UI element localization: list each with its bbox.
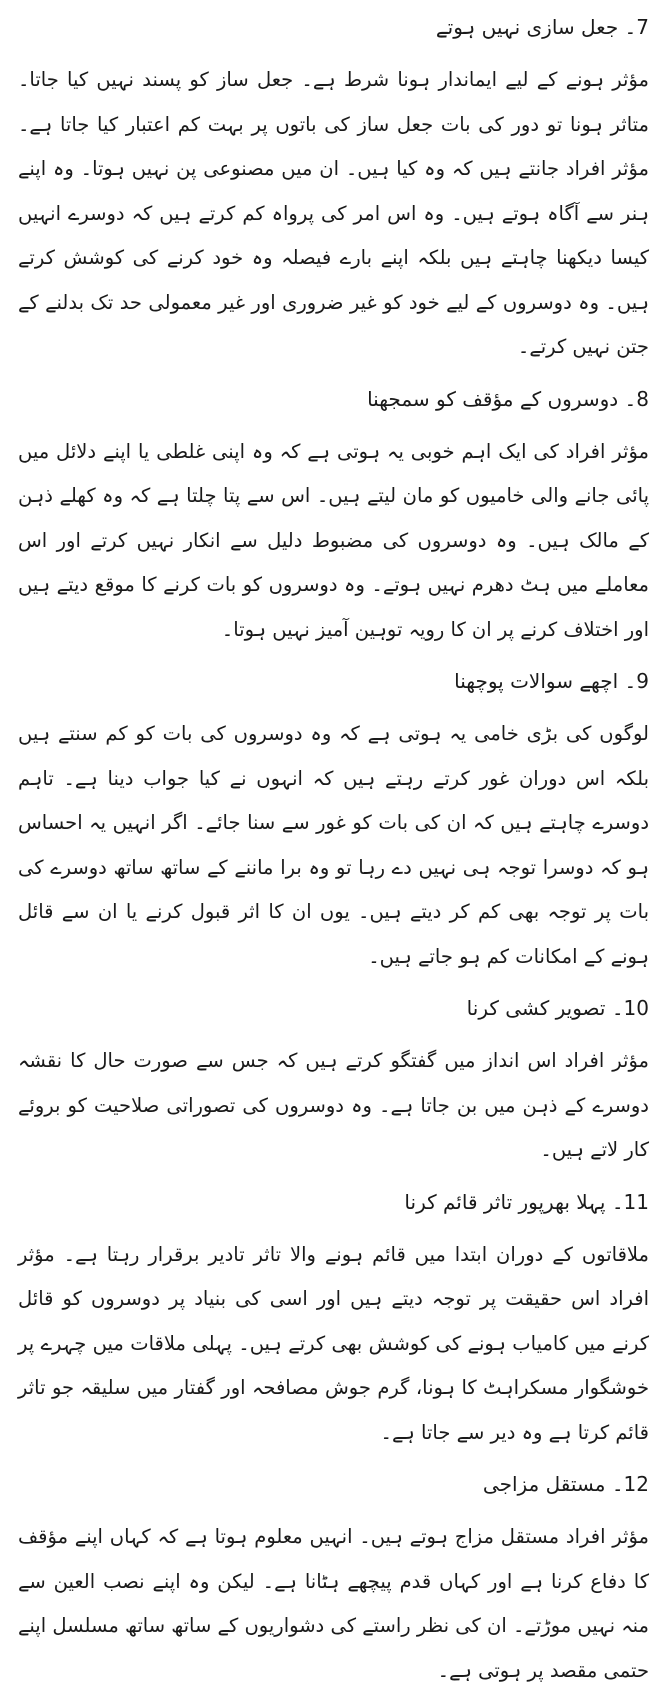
section-heading-11: 11۔ پہلا بھرپور تاثر قائم کرنا bbox=[404, 1189, 649, 1214]
section-heading-10: 10۔ تصویر کشی کرنا bbox=[466, 996, 649, 1020]
section-heading-7: 7۔ جعل سازی نہیں ہوتے bbox=[435, 15, 649, 39]
section-heading-12: 12۔ مستقل مزاجی bbox=[482, 1472, 649, 1496]
section-body-12: مؤثر افراد مستقل مزاج ہوتے ہیں۔ انہیں معلوم ہوتا ہے کہ کہاں اپنے مؤقف کا دفاع کرنا ہے اور کہاں قدم پیچھے ہٹانا ہے۔ لیکن وہ اپنے نصب العین سے منہ نہیں موڑتے۔ ان کی نظر راستے کی دشواریوں کے ساتھ ساتھ مسلسل اپنے حتمی مقصد پر ہوتی ہے۔ bbox=[18, 1525, 649, 1682]
section-body-10: مؤثر افراد اس انداز میں گفتگو کرتے ہیں کہ جس سے صورت حال کا نقشہ دوسرے کے ذہن میں بن جاتا ہے۔ وہ دوسروں کی تصوراتی صلاحیت کو بروئے کار لاتے ہیں۔ bbox=[18, 1049, 649, 1161]
section-body-9: لوگوں کی بڑی خامی یہ ہوتی ہے کہ وہ دوسروں کی بات کو کم سنتے ہیں بلکہ اس دوران غور کرتے رہتے ہیں کہ انہوں نے کیا جواب دینا ہے۔ تاہم دوسرے چاہتے ہیں کہ ان کی بات کو غور سے سنا جائے۔ اگر انہیں یہ احساس ہو کہ دوسرا توجہ ہی نہیں دے رہا تو وہ برا ماننے کے ساتھ ساتھ دوسرے کی بات پر توجہ بھی کم کر دیتے ہیں۔ یوں ان کا اثر قبول کرنے یا ان سے قائل ہونے کے امکانات کم ہو جاتے ہیں۔ bbox=[18, 722, 649, 968]
section-body-8: مؤثر افراد کی ایک اہم خوبی یہ ہوتی ہے کہ وہ اپنی غلطی یا اپنے دلائل میں پائی جانے والی خامیوں کو مان لیتے ہیں۔ اس سے پتا چلتا ہے کہ وہ کھلے ذہن کے مالک ہیں۔ وہ دوسروں کی مضبوط دلیل سے انکار نہیں کرتے اور اس معاملے میں ہٹ دھرم نہیں ہوتے۔ وہ دوسروں کو بات کرنے کا موقع دیتے ہیں اور اختلاف کرنے پر ان کا رویہ توہین آمیز نہیں ہوتا۔ bbox=[18, 439, 649, 641]
section-heading-9: 9۔ اچھے سوالات پوچھنا bbox=[454, 669, 649, 693]
section-body-7: مؤثر ہونے کے لیے ایماندار ہونا شرط ہے۔ جعل ساز کو پسند نہیں کیا جاتا۔ متاثر ہونا تو دور کی بات جعل ساز کی باتوں پر بہت کم اعتبار کیا جاتا ہے۔ مؤثر افراد جانتے ہیں کہ وہ کیا ہیں۔ ان میں مصنوعی پن نہیں ہوتا۔ وہ اپنے ہنر سے آگاہ ہوتے ہیں۔ وہ اس امر کی پرواہ کم کرتے ہیں کہ دوسرے انہیں کیسا دیکھنا چاہتے ہیں بلکہ اپنے بارے فیصلہ وہ خود کرنے کی کوشش کرتے ہیں۔ وہ دوسروں کے لیے خود کو غیر ضروری اور غیر معمولی حد تک بدلنے کے جتن نہیں کرتے۔ bbox=[18, 68, 649, 358]
section-heading-8: 8۔ دوسروں کے مؤقف کو سمجھنا bbox=[367, 386, 649, 411]
section-body-11: ملاقاتوں کے دوران ابتدا میں قائم ہونے والا تاثر تادیر برقرار رہتا ہے۔ مؤثر افراد اس حقیقت پر توجہ دیتے ہیں اور اسی کی بنیاد پر دوسروں کو قائل کرنے میں کامیاب ہونے کی کوشش بھی کرتے ہیں۔ پہلی ملاقات میں چہرے پر خوشگوار مسکراہٹ کا ہونا، گرم جوش مصافحہ اور گفتار میں سلیقہ جو تاثر قائم کرتا ہے وہ دیر سے جاتا ہے۔ bbox=[18, 1242, 649, 1444]
